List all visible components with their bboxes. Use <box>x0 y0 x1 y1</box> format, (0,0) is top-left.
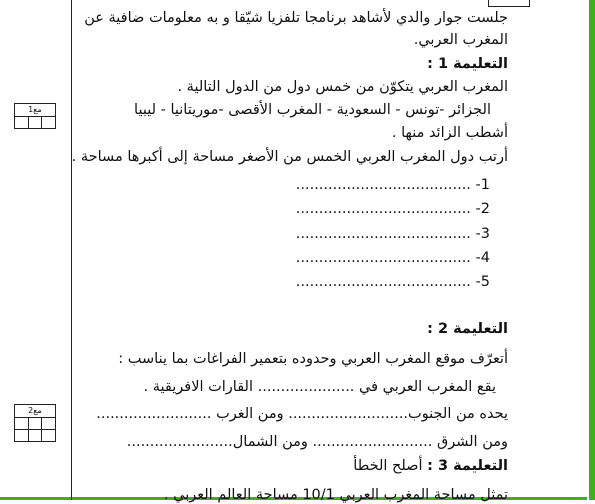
answer-blank-4[interactable]: 4- ...................................... <box>295 250 490 266</box>
task3-line-1: تمثل مساحة المغرب العربي 10/1 مساحة العالم العربي . <box>163 487 508 503</box>
grade-box-label: مع2 <box>15 405 55 418</box>
answer-blank-5[interactable]: 5- ...................................... <box>295 274 490 290</box>
grade-cells <box>15 429 55 441</box>
page-border-right <box>587 0 595 500</box>
grade-box-criterion-2 <box>14 404 56 442</box>
task1-line-1: المغرب العربي يتكوّن من خمس دول من الدول التالية . <box>177 79 508 95</box>
task2-line-4[interactable]: ومن الشرق .......................... ومن الشمال....................... <box>126 434 508 450</box>
answer-blank-2[interactable]: 2- ...................................... <box>295 201 490 217</box>
intro-line-2: المغرب العربي. <box>413 32 508 48</box>
header-box <box>488 0 530 7</box>
task2-line-3[interactable]: يحده من الجنوب.......................... ومن الغرب ......................... <box>96 406 508 422</box>
task2-line-1: أتعرّف موقع المغرب العربي وحدوده بتعمير الفراغات بما يناسب : <box>118 351 508 367</box>
margin-line <box>71 0 72 500</box>
intro-line-1: جلست جوار والدي لأشاهد برنامجا تلفزيا شيّقا و به معلومات ضافية عن <box>84 10 508 26</box>
answer-blank-3[interactable]: 3- ...................................... <box>295 226 490 242</box>
grade-box-criterion-1 <box>14 103 56 129</box>
task2-title: التعليمة 2 : <box>427 321 508 337</box>
task3-title: التعليمة 3 : <box>427 458 508 474</box>
task3-instruction: أصلح الخطأ <box>353 458 423 474</box>
task1-line-3: أشطب الزائد منها . <box>391 125 508 141</box>
task3-heading <box>353 457 508 475</box>
grade-cells <box>15 418 55 429</box>
task1-countries: الجزائر -تونس - السعودية - المغرب الأقصى -موريتانيا - ليبيا <box>134 102 491 118</box>
grade-box-label: مع1 <box>15 104 55 117</box>
grade-cells <box>15 117 55 128</box>
task1-line-4: أرتب دول المغرب العربي الخمس من الأصغر مساحة إلى أكبرها مساحة . <box>71 149 508 165</box>
task2-line-2[interactable]: يقع المغرب العربي في ..................... القارات الافريقية . <box>143 379 496 395</box>
task1-title: التعليمة 1 : <box>427 56 508 72</box>
answer-blank-1[interactable]: 1- ...................................... <box>295 177 490 193</box>
